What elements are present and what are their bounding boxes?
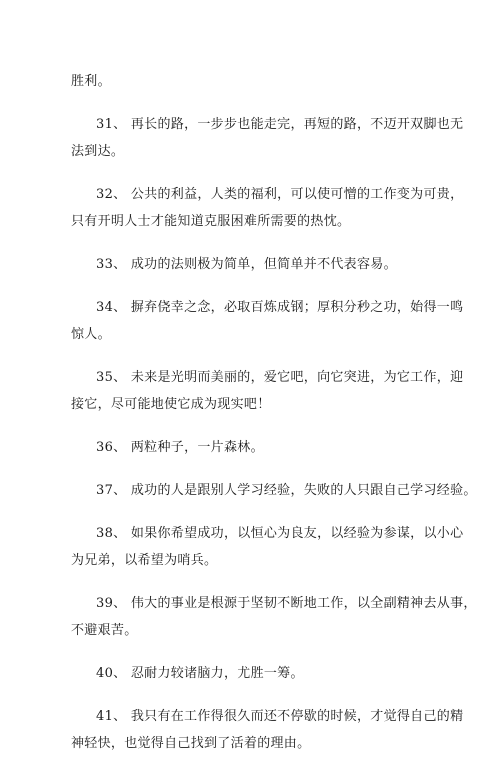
paragraph — [71, 590, 477, 644]
document-text-body — [71, 68, 477, 773]
paragraph-line: 法到达。 — [71, 144, 125, 159]
paragraph-line: 33、 成功的法则极为简单，但简单并不代表容易。 — [96, 257, 397, 272]
paragraph-line: 38、 如果你希望成功，以恒心为良友，以经验为参谋，以小心 — [96, 526, 464, 541]
paragraph-line: 31、 再长的路，一步步也能走完，再短的路，不迈开双脚也无 — [96, 117, 464, 132]
paragraph-line: 为兄弟，以希望为哨兵。 — [71, 553, 218, 568]
paragraph-line: 40、 忍耐力较诸脑力，尤胜一筹。 — [96, 666, 304, 681]
paragraph-line: 39、 伟大的事业是根源于坚韧不断地工作，以全副精神去从事， — [96, 596, 477, 611]
paragraph — [71, 181, 464, 235]
paragraph-line: 32、 公共的利益，人类的福利，可以使可憎的工作变为可贵， — [96, 187, 464, 202]
paragraph-line: 接它，尽可能地使它成为现实吧！ — [71, 397, 271, 412]
paragraph-line: 只有开明人士才能知道克服困难所需要的热忱。 — [71, 214, 351, 229]
paragraph-line: 41、 我只有在工作得很久而还不停歇的时候，才觉得自己的精 — [96, 709, 464, 724]
paragraph — [71, 294, 464, 348]
paragraph — [71, 251, 443, 278]
paragraph — [71, 703, 464, 757]
paragraph — [71, 477, 477, 504]
paragraph — [71, 111, 464, 165]
paragraph-line: 胜利。 — [71, 74, 111, 89]
paragraph-line: 35、 未来是光明而美丽的，爱它吧，向它突进，为它工作，迎 — [96, 370, 464, 385]
paragraph — [71, 68, 443, 95]
paragraph-line: 不避艰苦。 — [71, 623, 138, 638]
paragraph-line: 37、 成功的人是跟别人学习经验，失败的人只跟自己学习经验。 — [96, 483, 477, 498]
paragraph — [71, 434, 443, 461]
paragraph-line: 神轻快，也觉得自己找到了活着的理由。 — [71, 736, 311, 751]
paragraph — [71, 364, 464, 418]
paragraph-line: 34、 摒弃侥幸之念，必取百炼成钢；厚积分秒之功，始得一鸣 — [96, 300, 464, 315]
paragraph-line: 36、 两粒种子，一片森林。 — [96, 440, 264, 455]
paragraph-line: 惊人。 — [71, 327, 111, 342]
paragraph — [71, 660, 443, 687]
